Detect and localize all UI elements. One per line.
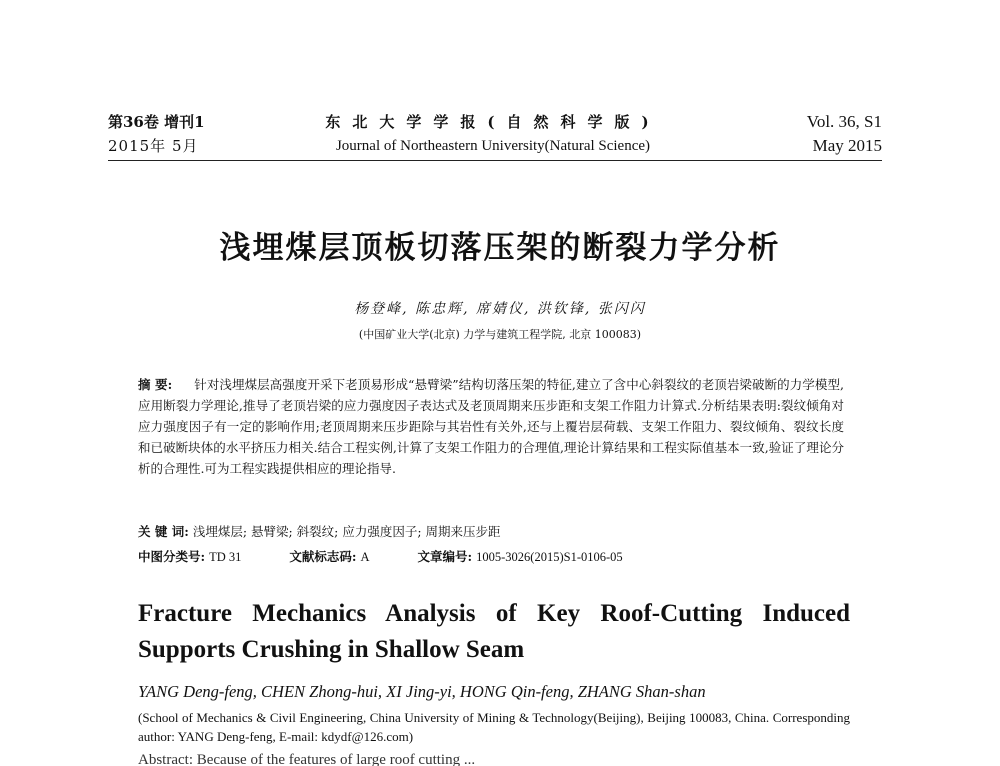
- article-number-group: [418, 546, 623, 568]
- header-journal-cn: 东北大学学报(自然科学版): [325, 113, 661, 131]
- header-journal-en: Journal of Northeastern University(Natural Science): [335, 138, 651, 154]
- doc-code-value: A: [360, 550, 370, 564]
- header-volume-en: Vol. 36, S1: [806, 112, 882, 131]
- doc-code-label: 文献标志码:: [289, 549, 357, 564]
- keywords-text: 浅埋煤层; 悬臂梁; 斜裂纹; 应力强度因子; 周期来压步距: [192, 524, 501, 539]
- keywords-label: 关 键 词:: [138, 524, 189, 539]
- keywords-cn: [138, 521, 844, 542]
- affiliation-en: (School of Mechanics & Civil Engineering, China University of Mining & Technology(Beijing), Beijing 100083, China. Corresponding author: YANG Deng-feng, E-mail: kdydf@126.com): [138, 710, 850, 744]
- clc-label: 中图分类号:: [138, 549, 206, 564]
- article-number-value: 1005-3026(2015)S1-0106-05: [476, 550, 623, 564]
- paper-title-cn: 浅埋煤层顶板切落压架的断裂力学分析: [219, 230, 781, 266]
- affiliation-cn: (中国矿业大学(北京) 力学与建筑工程学院, 北京 100083): [358, 328, 642, 341]
- doc-code-group: [289, 546, 369, 568]
- paper-title-en: Fracture Mechanics Analysis of Key Roof-Cutting Induced Supports Crushing in Shallow Seam: [138, 600, 850, 663]
- clc-group: [138, 546, 241, 568]
- header-rule: [108, 160, 882, 161]
- clc-value: TD 31: [209, 550, 242, 564]
- abstract-en-partial: Abstract: Because of the features of large roof cutting ...: [138, 752, 476, 766]
- header-volume-block: [108, 110, 205, 158]
- abstract-label: 摘 要:: [138, 377, 173, 392]
- abstract-cn: [138, 374, 844, 479]
- authors-cn: 杨登峰, 陈忠辉, 席婧仪, 洪钦锋, 张闪闪: [354, 301, 646, 317]
- article-number-label: 文章编号:: [417, 549, 473, 564]
- authors-en: YANG Deng-feng, CHEN Zhong-hui, XI Jing-yi, HONG Qin-feng, ZHANG Shan-shan: [138, 682, 706, 701]
- classification-row: [138, 546, 844, 568]
- header-date-cn: 2015年 5月: [108, 137, 199, 155]
- header-volume-en-block: [807, 110, 882, 158]
- header-date-en: May 2015: [812, 136, 882, 155]
- abstract-text: 针对浅埋煤层高强度开采下老顶易形成“悬臂梁”结构切落压架的特征,建立了含中心斜裂纹的老顶岩梁破断的力学模型,应用断裂力学理论,推导了老顶岩梁的应力强度因子表达式及老顶周期来压步距和支架工作阻力计算式.分析结果表明:裂纹倾角对应力强度因子有一定的影响作用;老顶周期来压步距除与其岩性有关外,还与上覆岩层荷载、支架工作阻力、裂纹倾角、裂纹长度和已破断块体的水平挤压力相关.结合工程实例,计算了支架工作阻力的合理值,理论计算结果和工程实际值基本一致,验证了理论分析的合理性.可为工程实践提供相应的理论指导.: [138, 377, 845, 476]
- header-volume-cn: 第36卷 增刊1: [108, 113, 205, 131]
- header-journal-block: [283, 110, 703, 158]
